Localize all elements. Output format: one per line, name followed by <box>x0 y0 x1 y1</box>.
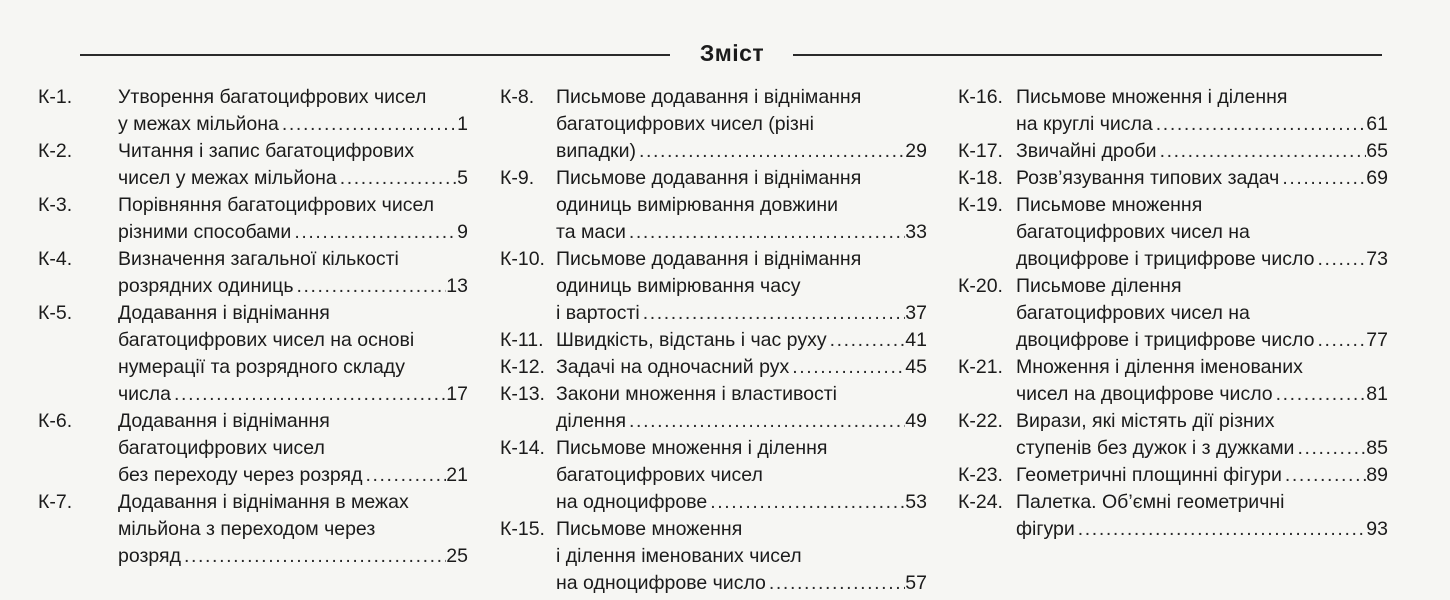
entry-title-line: Закони множення і властивості <box>556 383 837 405</box>
entry-title-line: Утворення багатоцифрових чисел <box>118 86 427 108</box>
entry-title-line: Додавання і віднімання <box>118 302 330 324</box>
page-number: 89 <box>1366 464 1388 486</box>
entry-title-line: Геометричні площинні фігури <box>1016 464 1282 486</box>
entry-code: К-16. <box>958 86 1003 108</box>
entry-title-line: одиниць вимірювання довжини <box>556 194 839 216</box>
entry-code: К-7. <box>38 491 73 513</box>
entry-code: К-19. <box>958 194 1003 216</box>
dot-leader <box>1153 111 1367 138</box>
entry-title-line: ділення <box>556 410 627 432</box>
page-number: 85 <box>1366 437 1388 459</box>
page-number: 57 <box>905 572 927 594</box>
entry-title <box>550 354 927 381</box>
page-number: 65 <box>1366 140 1388 162</box>
toc-header <box>80 42 1382 72</box>
entry-title-line: багатоцифрових чисел <box>118 437 325 459</box>
entry-title-line: Читання і запис багатоцифрових <box>118 140 415 162</box>
entry-title-line: та маси <box>556 221 626 243</box>
entry-title-line: Швидкість, відстань і час руху <box>556 329 827 351</box>
entry-title <box>112 192 468 246</box>
page-number: 13 <box>446 275 468 297</box>
entry-last-line <box>1016 246 1388 273</box>
entry-last-line <box>1016 516 1388 543</box>
entry-last-line <box>118 165 468 192</box>
dot-leader <box>181 543 446 570</box>
toc-entry[interactable] <box>38 408 468 489</box>
toc-entry[interactable] <box>958 489 1388 543</box>
page-number: 61 <box>1366 113 1388 135</box>
entry-title-line: багатоцифрових чисел на <box>1016 221 1250 243</box>
entry-title-line: Вирази, які містять дії різних <box>1016 410 1275 432</box>
entry-last-line <box>1016 111 1388 138</box>
entry-last-line <box>1016 165 1388 192</box>
entry-title-line: у межах мільйона <box>118 113 279 135</box>
entry-title-line: числа <box>118 383 172 405</box>
entry-title-line: Задачі на одночасний рух <box>556 356 790 378</box>
toc-entry[interactable] <box>38 489 468 570</box>
toc-entry[interactable] <box>500 435 927 516</box>
entry-title-line: багатоцифрових чисел (різні <box>556 113 814 135</box>
entry-last-line <box>118 219 468 246</box>
entry-title-line: Множення і ділення іменованих <box>1016 356 1303 378</box>
dot-leader <box>362 462 446 489</box>
entry-title-line: на одноцифрове <box>556 491 708 513</box>
page-number: 25 <box>446 545 468 567</box>
toc-entry[interactable] <box>38 246 468 300</box>
entry-title <box>550 165 927 246</box>
entry-title-line: багатоцифрових чисел на <box>1016 302 1250 324</box>
title-rule-left <box>80 54 670 56</box>
dot-leader <box>291 219 457 246</box>
entry-title-line: на круглі числа <box>1016 113 1153 135</box>
entry-code: К-10. <box>500 248 545 270</box>
entry-title <box>1010 165 1388 192</box>
page-number: 45 <box>905 356 927 378</box>
entry-title-line: Порівняння багатоцифрових чисел <box>118 194 435 216</box>
page-number: 73 <box>1366 248 1388 270</box>
entry-title-line: Визначення загальної кількості <box>118 248 399 270</box>
dot-leader <box>171 381 446 408</box>
toc-entry[interactable] <box>38 138 468 192</box>
entry-last-line <box>556 354 927 381</box>
entry-title <box>112 84 468 138</box>
page-number: 37 <box>905 302 927 324</box>
toc-entry[interactable] <box>958 462 1388 489</box>
entry-title-line: багатоцифрових чисел на основі <box>118 329 415 351</box>
dot-leader <box>293 273 446 300</box>
entry-title <box>550 516 927 597</box>
toc-entry[interactable] <box>500 354 927 381</box>
entry-title-line: розрядних одиниць <box>118 275 294 297</box>
entry-title-line: на одноцифрове число <box>556 572 766 594</box>
toc-entry[interactable] <box>958 408 1388 462</box>
entry-last-line <box>556 300 927 327</box>
entry-title-line: Додавання і віднімання в межах <box>118 491 409 513</box>
dot-leader <box>766 570 905 597</box>
entry-title <box>112 408 468 489</box>
entry-last-line <box>556 408 927 435</box>
entry-title-line: чисел на двоцифрове число <box>1016 383 1273 405</box>
title-rule-right <box>793 54 1382 56</box>
entry-title-line: двоцифрове і трицифрове число <box>1016 248 1315 270</box>
entry-last-line <box>1016 381 1388 408</box>
entry-title <box>1010 408 1388 462</box>
entry-last-line <box>556 327 927 354</box>
entry-code: К-21. <box>958 356 1003 378</box>
toc-column-2 <box>500 84 927 597</box>
entry-title <box>1010 462 1388 489</box>
entry-code: К-14. <box>500 437 545 459</box>
entry-code: К-9. <box>500 167 535 189</box>
entry-title-line: Письмове множення і ділення <box>556 437 828 459</box>
entry-title <box>112 300 468 408</box>
toc-entry[interactable] <box>958 192 1388 273</box>
toc-entry[interactable] <box>500 84 927 165</box>
dot-leader <box>1273 381 1367 408</box>
toc-entry[interactable] <box>500 327 927 354</box>
dot-leader <box>1282 462 1366 489</box>
dot-leader <box>1294 435 1366 462</box>
entry-title-line: Палетка. Об’ємні геометричні <box>1016 491 1285 513</box>
toc-title: Зміст <box>699 40 765 66</box>
entry-title-line: Письмове множення <box>556 518 743 540</box>
entry-last-line <box>556 219 927 246</box>
dot-leader <box>279 111 457 138</box>
entry-title-line: і ділення іменованих чисел <box>556 545 802 567</box>
entry-title <box>112 246 468 300</box>
entry-title <box>550 381 927 435</box>
page-number: 41 <box>905 329 927 351</box>
entry-last-line <box>1016 138 1388 165</box>
entry-title-line: мільйона з переходом через <box>118 518 376 540</box>
entry-last-line <box>556 489 927 516</box>
entry-title <box>1010 273 1388 354</box>
dot-leader <box>1314 246 1366 273</box>
entry-last-line <box>1016 435 1388 462</box>
entry-code: К-6. <box>38 410 73 432</box>
page-number: 69 <box>1366 167 1388 189</box>
entry-title-line: Розв’язування типових задач <box>1016 167 1280 189</box>
entry-title <box>550 84 927 165</box>
entry-title <box>1010 354 1388 408</box>
toc-entry[interactable] <box>958 273 1388 354</box>
dot-leader <box>827 327 906 354</box>
toc-entry[interactable] <box>38 300 468 408</box>
toc-entry[interactable] <box>958 165 1388 192</box>
entry-code: К-22. <box>958 410 1003 432</box>
entry-title-line: багатоцифрових чисел <box>556 464 763 486</box>
entry-last-line <box>118 273 468 300</box>
entry-title-line: Додавання і віднімання <box>118 410 330 432</box>
toc-entry[interactable] <box>500 381 927 435</box>
entry-title-line: без переходу через розряд <box>118 464 363 486</box>
entry-last-line <box>118 381 468 408</box>
entry-code: К-11. <box>500 329 544 351</box>
dot-leader <box>1314 327 1366 354</box>
entry-title-line: нумерації та розрядного складу <box>118 356 405 378</box>
toc-entry[interactable] <box>500 516 927 597</box>
entry-title <box>1010 84 1388 138</box>
entry-title-line: ступенів без дужок і з дужками <box>1016 437 1295 459</box>
entry-code: К-3. <box>38 194 73 216</box>
entry-last-line <box>556 570 927 597</box>
dot-leader <box>1279 165 1366 192</box>
entry-title-line: Письмове множення <box>1016 194 1203 216</box>
entry-title <box>550 435 927 516</box>
entry-code: К-20. <box>958 275 1003 297</box>
entry-title <box>1010 489 1388 543</box>
entry-title-line: чисел у межах мільйона <box>118 167 337 189</box>
entry-code: К-4. <box>38 248 73 270</box>
entry-code: К-1. <box>38 86 73 108</box>
page-number: 17 <box>446 383 468 405</box>
entry-code: К-23. <box>958 464 1003 486</box>
dot-leader <box>789 354 905 381</box>
entry-title <box>112 489 468 570</box>
entry-title <box>112 138 468 192</box>
dot-leader <box>337 165 457 192</box>
entry-title-line: Письмове додавання і віднімання <box>556 86 862 108</box>
entry-last-line <box>1016 327 1388 354</box>
entry-code: К-18. <box>958 167 1003 189</box>
page-number: 49 <box>905 410 927 432</box>
entry-last-line <box>1016 462 1388 489</box>
entry-code: К-8. <box>500 86 535 108</box>
dot-leader <box>626 219 905 246</box>
entry-last-line <box>118 111 468 138</box>
entry-title <box>1010 138 1388 165</box>
entry-title-line: двоцифрове і трицифрове число <box>1016 329 1315 351</box>
page-number: 53 <box>905 491 927 513</box>
page-number: 5 <box>457 167 468 189</box>
entry-title-line: випадки) <box>556 140 636 162</box>
entry-code: К-24. <box>958 491 1003 513</box>
dot-leader <box>636 138 905 165</box>
entry-last-line <box>118 543 468 570</box>
dot-leader <box>626 408 905 435</box>
entry-title-line: фігури <box>1016 518 1075 540</box>
entry-title <box>550 246 927 327</box>
toc-entry[interactable] <box>958 138 1388 165</box>
entry-title-line: і вартості <box>556 302 640 324</box>
dot-leader <box>707 489 905 516</box>
entry-title <box>550 327 927 354</box>
entry-title <box>1010 192 1388 273</box>
entry-last-line <box>556 138 927 165</box>
entry-title-line: одиниць вимірювання часу <box>556 275 801 297</box>
toc-entry[interactable] <box>500 165 927 246</box>
page-number: 81 <box>1366 383 1388 405</box>
page-number: 21 <box>446 464 468 486</box>
entry-title-line: Письмове додавання і віднімання <box>556 167 862 189</box>
page-number: 9 <box>457 221 468 243</box>
dot-leader <box>1157 138 1367 165</box>
entry-title-line: Письмове додавання і віднімання <box>556 248 862 270</box>
page-number: 33 <box>905 221 927 243</box>
entry-code: К-2. <box>38 140 73 162</box>
dot-leader <box>640 300 906 327</box>
dot-leader <box>1075 516 1367 543</box>
page-number: 93 <box>1366 518 1388 540</box>
entry-code: К-13. <box>500 383 545 405</box>
toc-entry[interactable] <box>38 192 468 246</box>
entry-code: К-12. <box>500 356 545 378</box>
entry-code: К-5. <box>38 302 73 324</box>
toc-entry[interactable] <box>958 84 1388 138</box>
page-number: 29 <box>905 140 927 162</box>
toc-column-1 <box>38 84 468 570</box>
entry-last-line <box>118 462 468 489</box>
entry-title-line: розряд <box>118 545 181 567</box>
entry-title-line: різними способами <box>118 221 292 243</box>
toc-column-3 <box>958 84 1388 543</box>
page-number: 1 <box>457 113 468 135</box>
entry-title-line: Звичайні дроби <box>1016 140 1157 162</box>
page-number: 77 <box>1366 329 1388 351</box>
entry-code: К-15. <box>500 518 545 540</box>
entry-title-line: Письмове ділення <box>1016 275 1182 297</box>
entry-code: К-17. <box>958 140 1003 162</box>
toc-entry[interactable] <box>500 246 927 327</box>
entry-title-line: Письмове множення і ділення <box>1016 86 1288 108</box>
toc-entry[interactable] <box>958 354 1388 408</box>
toc-entry[interactable] <box>38 84 468 138</box>
